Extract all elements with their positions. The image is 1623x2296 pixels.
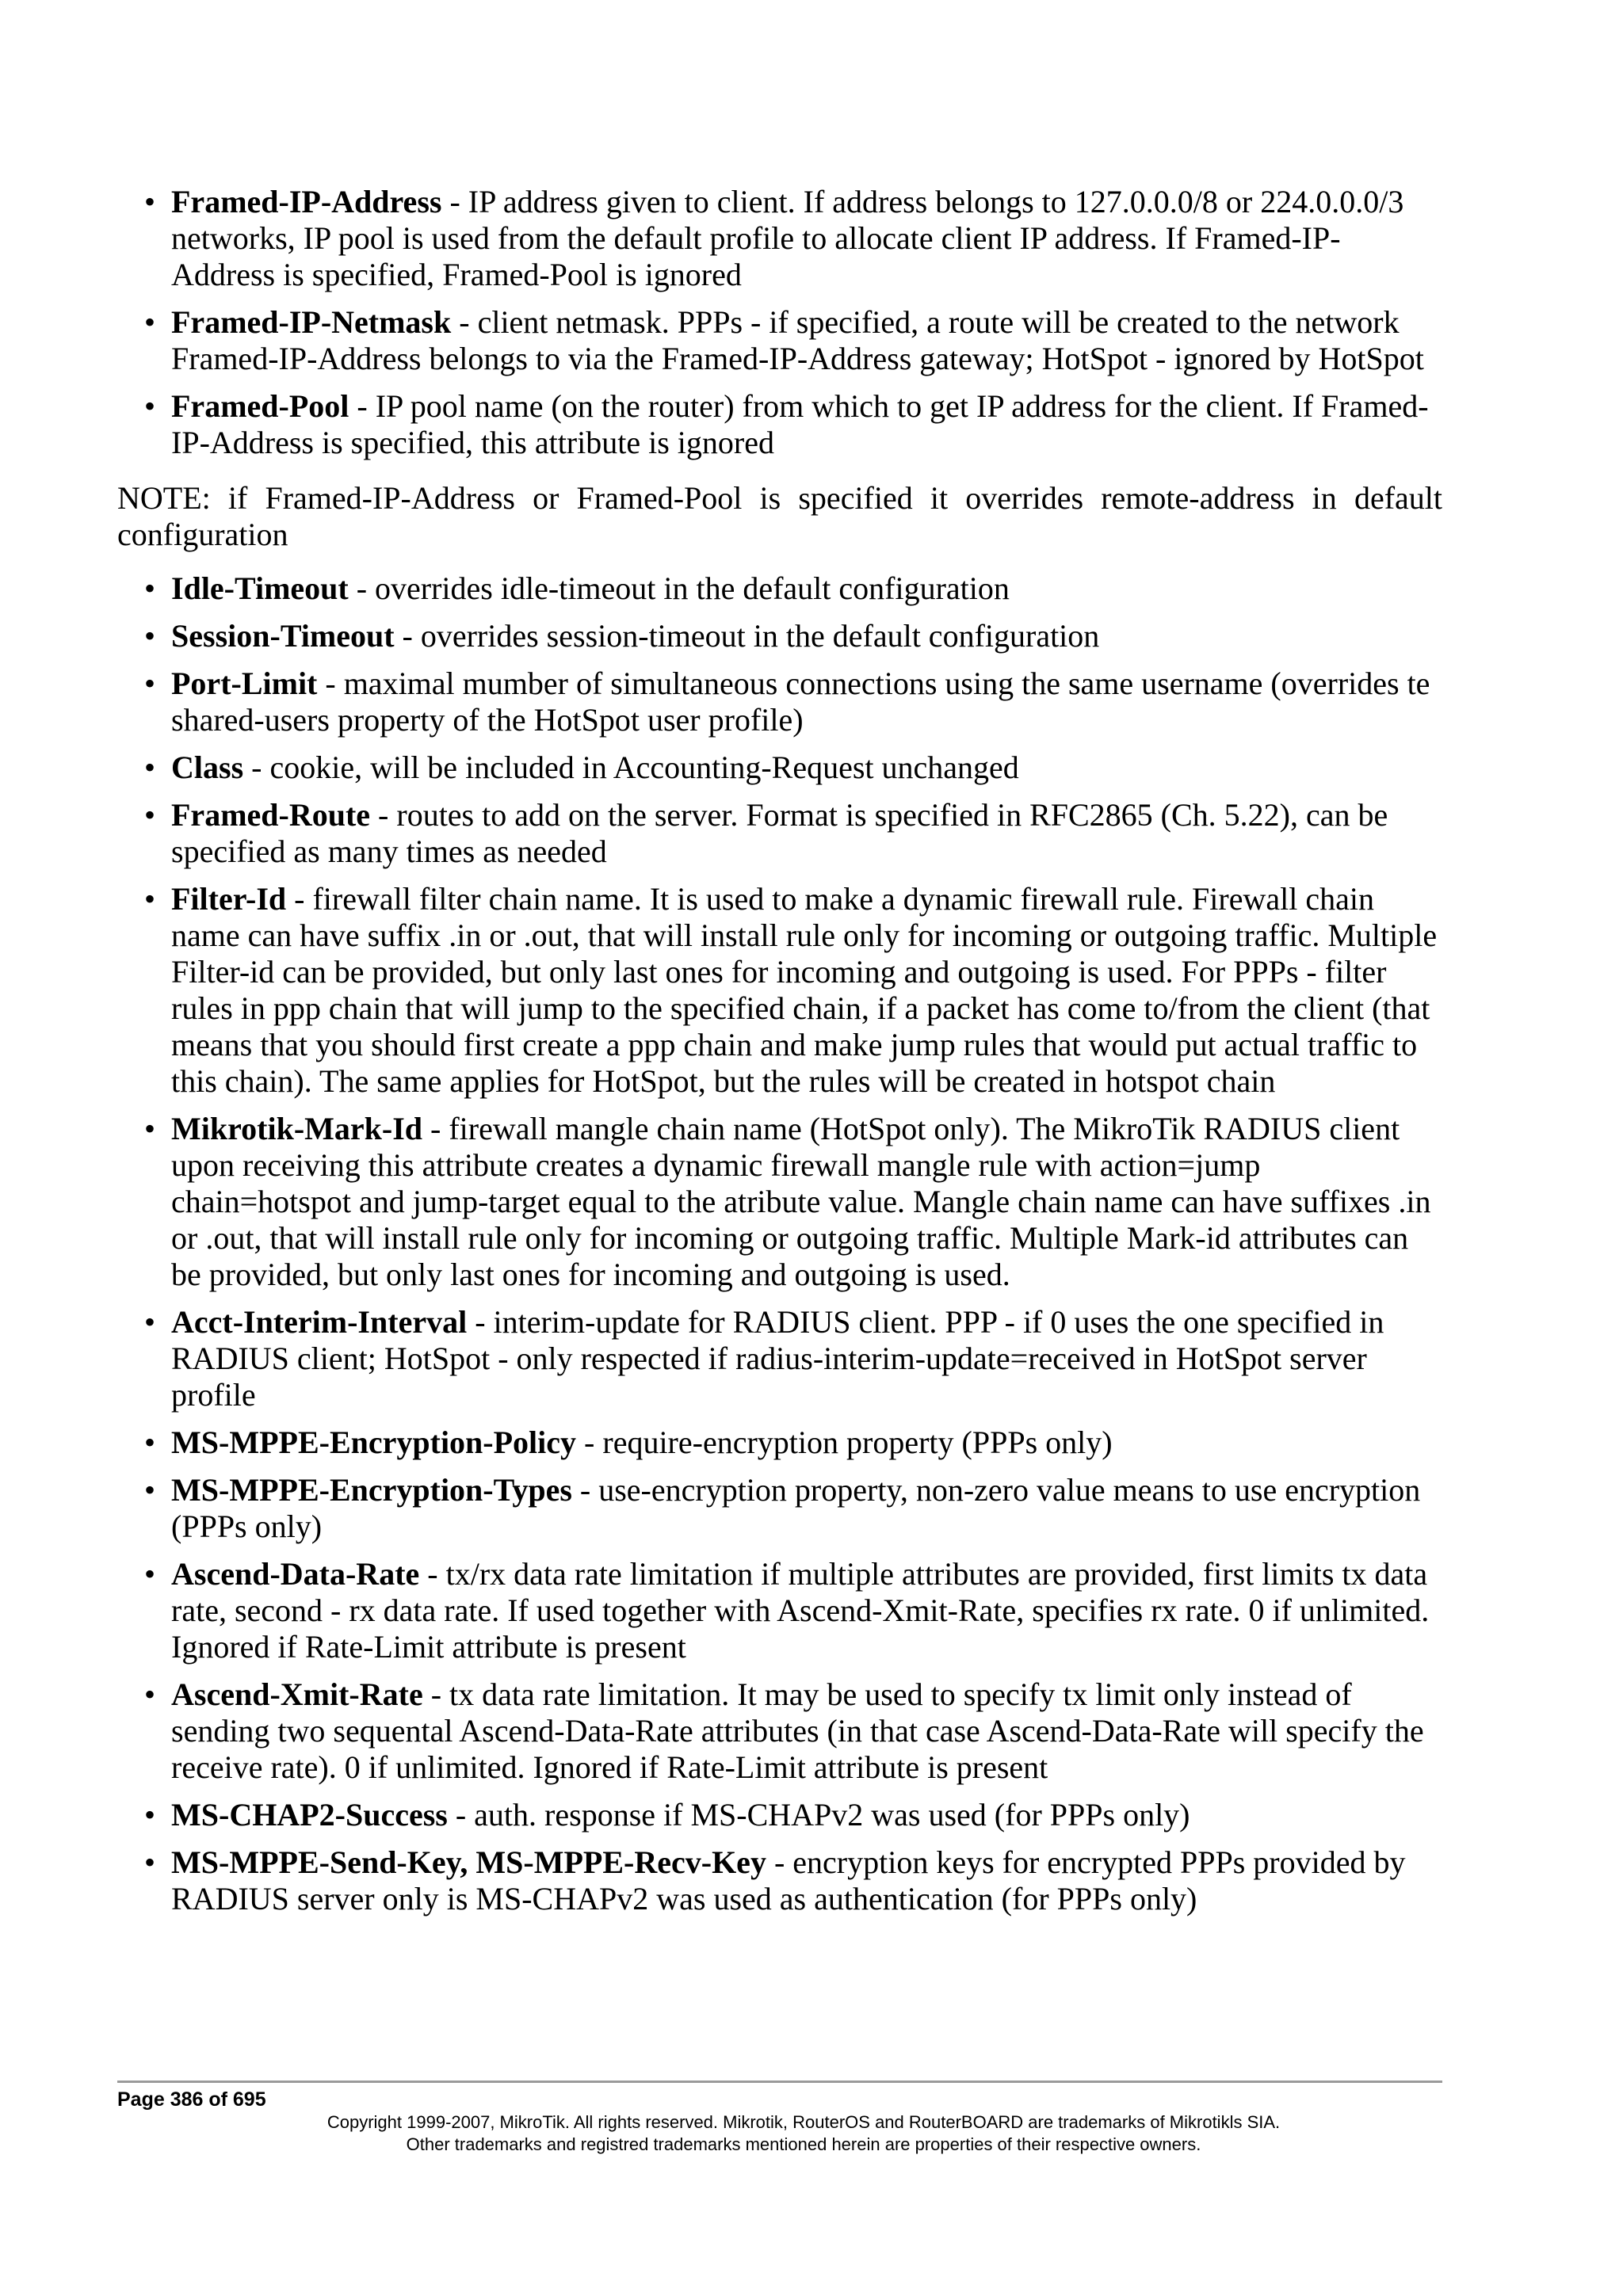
attribute-name: MS-MPPE-Encryption-Policy [171, 1425, 577, 1460]
attribute-name: Mikrotik-Mark-Id [171, 1111, 423, 1146]
bullet-icon: • [144, 797, 156, 833]
attribute-description: - IP address given to client. If address belongs to 127.0.0.0/8 or 224.0.0.0/3 networks, IP pool is used from the default profile to allocate client IP address. If Framed-IP-Address is specified, Framed-Pool is ignored [171, 184, 1404, 292]
bullet-icon: • [144, 1304, 156, 1340]
attribute-description: - overrides session-timeout in the default configuration [394, 618, 1100, 654]
attribute-name: Idle-Timeout [171, 570, 349, 606]
list-item [117, 749, 1442, 786]
attribute-description: - tx/rx data rate limitation if multiple attributes are provided, first limits tx data rate, second - rx data rate. If used together with Ascend-Xmit-Rate, specifies rx rate. 0 if unlimited. Ignored if Rate-Limit attribute is present [171, 1556, 1430, 1665]
attribute-name: Framed-Route [171, 797, 371, 833]
attribute-name: Filter-Id [171, 881, 287, 917]
bullet-icon: • [144, 666, 156, 701]
attribute-name: Framed-IP-Address [171, 184, 442, 219]
attribute-name: Session-Timeout [171, 618, 395, 654]
footer-divider [117, 2081, 1442, 2083]
bullet-icon: • [144, 1844, 156, 1880]
bullet-icon: • [144, 184, 156, 219]
attribute-description: - client netmask. PPPs - if specified, a route will be created to the network Framed-IP-Address belongs to via the Framed-IP-Address gateway; HotSpot - ignored by HotSpot [171, 304, 1424, 376]
attribute-name: Ascend-Xmit-Rate [171, 1676, 423, 1712]
list-item [117, 1844, 1442, 1917]
attribute-description: - require-encryption property (PPPs only) [576, 1425, 1113, 1460]
page-number: Page 386 of 695 [117, 2088, 266, 2111]
attribute-description: - tx data rate limitation. It may be used to specify tx limit only instead of sending two sequental Ascend-Data-Rate attributes (in that case Ascend-Data-Rate will specify the receive rate). 0 if unlimited. Ignored if Rate-Limit attribute is present [171, 1676, 1424, 1785]
attribute-name: MS-MPPE-Send-Key, MS-MPPE-Recv-Key [171, 1844, 766, 1880]
list-item [117, 570, 1442, 607]
attribute-description: - firewall mangle chain name (HotSpot only). The MikroTik RADIUS client upon receiving this attribute creates a dynamic firewall mangle rule with action=jump chain=hotspot and jump-target equal to the atribute value. Mangle chain name can have suffixes .in or .out, that will install rule only for incoming or outgoing traffic. Multiple Mark-id attributes can be provided, but only last ones for incoming and outgoing is used. [171, 1111, 1431, 1292]
bullet-icon: • [144, 1111, 156, 1146]
page-content [117, 184, 1442, 1928]
copyright-line-1: Copyright 1999-2007, MikroTik. All rights reserved. Mikrotik, RouterOS and RouterBOARD are trademarks of Mikrotikls SIA. [327, 2112, 1281, 2132]
attribute-description: - cookie, will be included in Accounting-Request unchanged [243, 749, 1019, 785]
attribute-name: Ascend-Data-Rate [171, 1556, 420, 1592]
bullet-icon: • [144, 881, 156, 917]
bullet-icon: • [144, 749, 156, 785]
attribute-name: Port-Limit [171, 666, 318, 701]
bullet-icon: • [144, 388, 156, 424]
bullet-icon: • [144, 1676, 156, 1712]
list-item [117, 1556, 1442, 1665]
note-paragraph: NOTE: if Framed-IP-Address or Framed-Pool is specified it overrides remote-address in default configuration [117, 480, 1442, 552]
list-item [117, 184, 1442, 293]
attribute-list-top [117, 184, 1442, 461]
attribute-description: - use-encryption property, non-zero value means to use encryption (PPPs only) [171, 1472, 1421, 1544]
attribute-description: - routes to add on the server. Format is specified in RFC2865 (Ch. 5.22), can be specified as many times as needed [171, 797, 1388, 869]
page-footer [117, 2081, 1442, 2156]
bullet-icon: • [144, 1797, 156, 1833]
list-item [117, 304, 1442, 377]
attribute-name: Framed-IP-Netmask [171, 304, 452, 340]
attribute-description: - maximal mumber of simultaneous connections using the same username (overrides te shared-users property of the HotSpot user profile) [171, 666, 1430, 738]
attribute-description: - IP pool name (on the router) from which to get IP address for the client. If Framed-IP-Address is specified, this attribute is ignored [171, 388, 1429, 460]
copyright-line-2: Other trademarks and registred trademarks mentioned herein are properties of their respective owners. [406, 2134, 1201, 2154]
list-item [117, 1304, 1442, 1413]
bullet-icon: • [144, 304, 156, 340]
list-item [117, 797, 1442, 870]
bullet-icon: • [144, 1425, 156, 1460]
attribute-description: - encryption keys for encrypted PPPs provided by RADIUS server only is MS-CHAPv2 was used as authentication (for PPPs only) [171, 1844, 1406, 1917]
list-item [117, 618, 1442, 654]
list-item [117, 1111, 1442, 1293]
list-item [117, 1676, 1442, 1786]
bullet-icon: • [144, 1472, 156, 1508]
list-item [117, 1425, 1442, 1461]
attribute-description: - auth. response if MS-CHAPv2 was used (for PPPs only) [447, 1797, 1190, 1833]
attribute-name: MS-MPPE-Encryption-Types [171, 1472, 572, 1508]
attribute-description: - interim-update for RADIUS client. PPP - if 0 uses the one specified in RADIUS client; HotSpot - only respected if radius-interim-update=received in HotSpot server profile [171, 1304, 1384, 1413]
bullet-icon: • [144, 1556, 156, 1592]
list-item [117, 1472, 1442, 1545]
list-item [117, 1797, 1442, 1833]
list-item [117, 881, 1442, 1100]
attribute-description: - firewall filter chain name. It is used to make a dynamic firewall rule. Firewall chain name can have suffix .in or .out, that will install rule only for incoming or outgoing traffic. Multiple Filter-id can be provided, but only last ones for incoming and outgoing is used. For PPPs - filter rules in ppp chain that will jump to the specified chain, if a packet has come to/from the client (that means that you should first create a ppp chain and make jump rules that would put actual traffic to this chain). The same applies for HotSpot, but the rules will be created in hotspot chain [171, 881, 1438, 1099]
bullet-icon: • [144, 570, 156, 606]
list-item [117, 666, 1442, 738]
bullet-icon: • [144, 618, 156, 654]
attribute-name: Framed-Pool [171, 388, 349, 424]
attribute-name: MS-CHAP2-Success [171, 1797, 448, 1833]
attribute-name: Acct-Interim-Interval [171, 1304, 468, 1340]
attribute-description: - overrides idle-timeout in the default configuration [348, 570, 1010, 606]
list-item [117, 388, 1442, 461]
attribute-list-bottom [117, 570, 1442, 1917]
attribute-name: Class [171, 749, 244, 785]
